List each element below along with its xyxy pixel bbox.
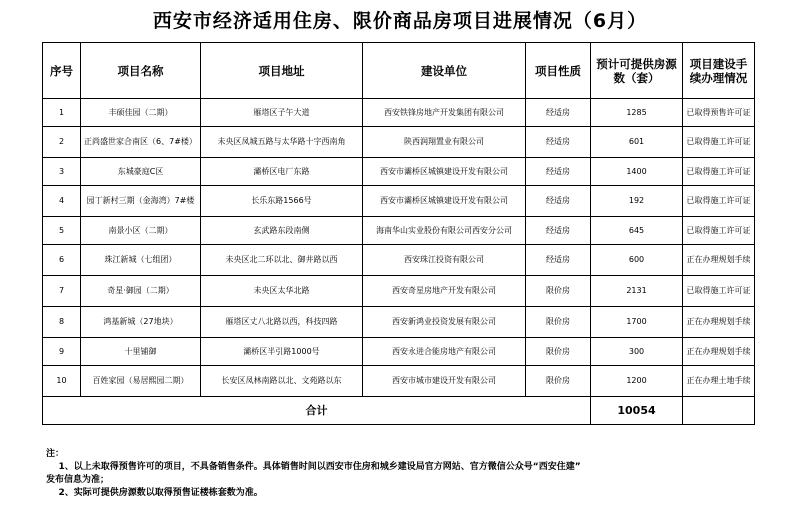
header-address: 项目地址 — [201, 43, 363, 99]
cell-status: 正在办理规划手续 — [683, 245, 755, 276]
cell-address: 灞桥区半引路1000号 — [201, 338, 363, 366]
table-row — [43, 186, 755, 217]
header-developer: 建设单位 — [363, 43, 526, 99]
cell-index: 9 — [43, 338, 81, 366]
table-row — [43, 276, 755, 307]
total-row — [43, 397, 755, 425]
cell-developer: 海南华山实业股份有限公司西安分公司 — [363, 217, 526, 245]
table-row — [43, 127, 755, 158]
total-label: 合计 — [43, 397, 591, 425]
cell-index: 2 — [43, 127, 81, 158]
cell-nature: 限价房 — [526, 338, 591, 366]
table-row — [43, 217, 755, 245]
cell-name: 丰硕佳园（二期） — [81, 99, 201, 127]
cell-status: 已取得施工许可证 — [683, 186, 755, 217]
cell-status: 正在办理土地手续 — [683, 366, 755, 397]
cell-developer: 西安铁锋房地产开发集团有限公司 — [363, 99, 526, 127]
cell-units: 1285 — [591, 99, 683, 127]
cell-nature: 经适房 — [526, 158, 591, 186]
page-title: 西安市经济适用住房、限价商品房项目进展情况（6月） — [152, 10, 648, 32]
cell-developer: 西安新鸿业投资发展有限公司 — [363, 307, 526, 338]
cell-developer: 西安市灞桥区城镇建设开发有限公司 — [363, 186, 526, 217]
note-1-continued: 发布信息为准； — [46, 475, 110, 485]
cell-nature: 限价房 — [526, 366, 591, 397]
cell-status: 已取得施工许可证 — [683, 217, 755, 245]
cell-developer: 西安奇星房地产开发有限公司 — [363, 276, 526, 307]
cell-name: 百姓家园（易居熙园二期） — [81, 366, 201, 397]
table-row — [43, 307, 755, 338]
cell-units: 645 — [591, 217, 683, 245]
cell-developer: 西安市灞桥区城镇建设开发有限公司 — [363, 158, 526, 186]
cell-units: 600 — [591, 245, 683, 276]
notes — [46, 448, 758, 500]
project-table — [42, 42, 755, 425]
table-header-row — [43, 43, 755, 99]
cell-name: 珠江新城（七组团） — [81, 245, 201, 276]
cell-developer: 西安珠江投资有限公司 — [363, 245, 526, 276]
header-units: 预计可提供房源数（套） — [591, 43, 683, 99]
cell-address: 未央区北二环以北、御井路以西 — [201, 245, 363, 276]
total-status-empty — [683, 397, 755, 425]
cell-nature: 限价房 — [526, 276, 591, 307]
cell-status: 已取得施工许可证 — [683, 276, 755, 307]
cell-name: 正尚盛世家合南区（6、7#楼） — [81, 127, 201, 158]
cell-name: 奇星·御园（二期） — [81, 276, 201, 307]
cell-index: 8 — [43, 307, 81, 338]
header-nature: 项目性质 — [526, 43, 591, 99]
cell-index: 4 — [43, 186, 81, 217]
notes-heading: 注： — [46, 449, 65, 459]
cell-index: 1 — [43, 99, 81, 127]
cell-units: 192 — [591, 186, 683, 217]
table-row — [43, 245, 755, 276]
cell-index: 3 — [43, 158, 81, 186]
cell-status: 已取得施工许可证 — [683, 127, 755, 158]
cell-name: 东城豪庭C区 — [81, 158, 201, 186]
table-row — [43, 366, 755, 397]
cell-address: 雁塔区丈八北路以西，科技四路 — [201, 307, 363, 338]
cell-address: 未央区凤城五路与太华路十字西南角 — [201, 127, 363, 158]
total-units: 10054 — [591, 397, 683, 425]
cell-units: 1700 — [591, 307, 683, 338]
cell-status: 正在办理规划手续 — [683, 338, 755, 366]
cell-index: 7 — [43, 276, 81, 307]
cell-index: 5 — [43, 217, 81, 245]
note-1: 1、以上未取得预售许可的项目，不具备销售条件。具体销售时间以西安市住房和城乡建设局官方网站、官方微信公众号“西安住建” — [46, 462, 581, 472]
cell-name: 南景小区（二期） — [81, 217, 201, 245]
cell-index: 6 — [43, 245, 81, 276]
cell-index: 10 — [43, 366, 81, 397]
note-2: 2、实际可提供房源数以取得预售证楼栋套数为准。 — [46, 488, 263, 498]
cell-nature: 经适房 — [526, 186, 591, 217]
header-status: 项目建设手续办理情况 — [683, 43, 755, 99]
cell-name: 园丁新村三期（金海湾）7#楼 — [81, 186, 201, 217]
cell-address: 未央区太华北路 — [201, 276, 363, 307]
cell-name: 十里铺御 — [81, 338, 201, 366]
cell-status: 正在办理规划手续 — [683, 307, 755, 338]
cell-address: 雁塔区子午大道 — [201, 99, 363, 127]
table-row — [43, 338, 755, 366]
table-row — [43, 158, 755, 186]
cell-developer: 西安市城市建设开发有限公司 — [363, 366, 526, 397]
cell-status: 已取得预售许可证 — [683, 99, 755, 127]
cell-address: 长乐东路1566号 — [201, 186, 363, 217]
cell-address: 灞桥区电厂东路 — [201, 158, 363, 186]
cell-nature: 经适房 — [526, 245, 591, 276]
cell-units: 601 — [591, 127, 683, 158]
cell-nature: 经适房 — [526, 217, 591, 245]
cell-nature: 限价房 — [526, 307, 591, 338]
cell-units: 300 — [591, 338, 683, 366]
cell-name: 鸿基新城（27地块） — [81, 307, 201, 338]
cell-units: 2131 — [591, 276, 683, 307]
cell-units: 1400 — [591, 158, 683, 186]
cell-address: 长安区凤林南路以北、文苑路以东 — [201, 366, 363, 397]
cell-units: 1200 — [591, 366, 683, 397]
table-row — [43, 99, 755, 127]
cell-address: 玄武路东段南侧 — [201, 217, 363, 245]
cell-nature: 经适房 — [526, 99, 591, 127]
header-index: 序号 — [43, 43, 81, 99]
cell-status: 已取得施工许可证 — [683, 158, 755, 186]
cell-nature: 经适房 — [526, 127, 591, 158]
cell-developer: 西安永进合能房地产有限公司 — [363, 338, 526, 366]
cell-developer: 陕西润翔置业有限公司 — [363, 127, 526, 158]
header-name: 项目名称 — [81, 43, 201, 99]
